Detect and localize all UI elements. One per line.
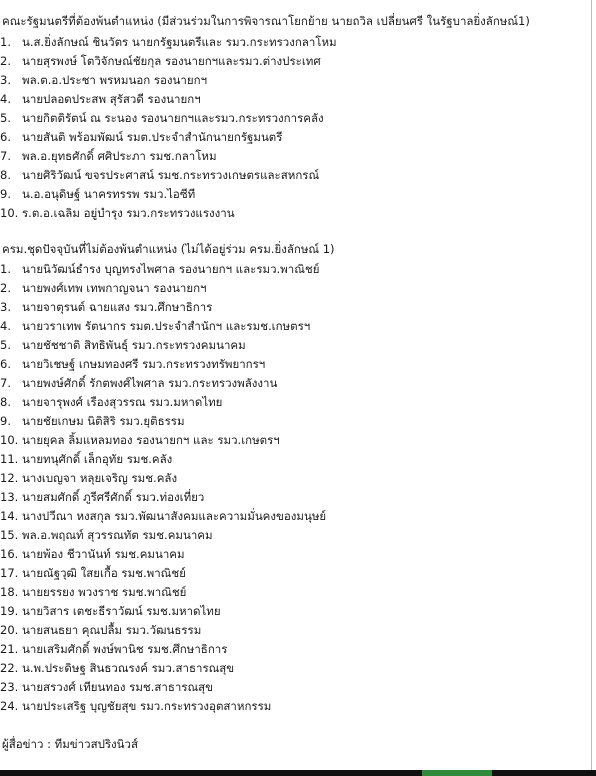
list-item — [0, 698, 271, 714]
section1-heading: คณะรัฐมนตรีที่ต้องพ้นตำแหน่ง (มีส่วนร่วมในการพิจารณาโยกย้าย นายถวิล เปลี่ยนศรี ในรัฐบาลยิ่งลักษณ์1) — [2, 14, 530, 28]
list-item-text: น.อ.อนุดิษฐ์ นาครทรรพ รมว.ไอซีที — [22, 187, 196, 201]
list-item-number: 7. — [0, 149, 11, 163]
list-item-text: นายพงศ์เทพ เทพกาญจนา รองนายกฯ — [22, 281, 207, 295]
list-item-text: นายยุคล ลิ้มแหลมทอง รองนายกฯ และ รมว.เกษตรฯ — [22, 433, 280, 447]
list-item-number: 5. — [0, 111, 11, 125]
list-item-number: 6. — [0, 130, 11, 144]
list-item-number: 17. — [0, 566, 19, 580]
list-item-number: 6. — [0, 357, 11, 371]
list-item-text: นายศิริวัฒน์ ขจรประศาสน์ รมช.กระทรวงเกษตรและสหกรณ์ — [22, 168, 320, 182]
list-item-text: นายวิสาร เตชะธีราวัฒน์ รมช.มหาดไทย — [22, 604, 221, 618]
list-item — [0, 72, 207, 88]
bottom-toolbar-accent — [422, 770, 492, 776]
list-item-number: 8. — [0, 395, 11, 409]
list-item-text: นายวิเชษฐ์ เกษมทองศรี รมว.กระทรวงทรัพยากรฯ — [22, 357, 266, 371]
list-item-text: พล.อ.พฤณท์ สุวรรณทัต รมช.คมนาคม — [22, 528, 213, 542]
reporter-credit: ผู้สื่อข่าว : ทีมข่าวสปริงนิวส์ — [2, 737, 139, 751]
list-item-text: นายวราเทพ รัตนากร รมต.ประจำสำนักฯ และรมช.เกษตรฯ — [22, 319, 311, 333]
list-item-number: 1. — [0, 35, 11, 49]
list-item-number: 22. — [0, 661, 19, 675]
list-item — [0, 110, 324, 126]
list-item — [0, 508, 326, 524]
list-item-number: 16. — [0, 547, 19, 561]
list-item-text: นายยรรยง พวงราช รมช.พาณิชย์ — [22, 585, 187, 599]
list-item-text: นายกิตติรัตน์ ณ ระนอง รองนายกฯและรมว.กระทรวงการคลัง — [22, 111, 324, 125]
list-item-text: น.พ.ประดิษฐ สินธวณรงค์ รมว.สาธารณสุข — [22, 661, 235, 675]
list-item-text: นายนิวัฒน์ธำรง บุญทรงไพศาล รองนายกฯ และรมว.พาณิชย์ — [22, 262, 320, 276]
list-item-number: 5. — [0, 338, 11, 352]
list-item — [0, 280, 207, 296]
list-item — [0, 337, 246, 353]
list-item — [0, 34, 337, 50]
list-item — [0, 641, 227, 657]
list-item — [0, 375, 277, 391]
list-item-text: นายเสริมศักดิ์ พงษ์พานิช รมช.ศึกษาธิการ — [22, 642, 228, 656]
list-item — [0, 299, 212, 315]
list-item-number: 21. — [0, 642, 19, 656]
list-item-number: 2. — [0, 281, 11, 295]
list-item-text: นายสมศักดิ์ ภูรีศรีศักดิ์ รมว.ท่องเที่ยว — [22, 490, 205, 504]
list-item-number: 10. — [0, 433, 19, 447]
list-item — [0, 527, 213, 543]
list-item — [0, 356, 265, 372]
list-item-number: 1. — [0, 262, 11, 276]
list-item — [0, 489, 204, 505]
list-item-number: 9. — [0, 187, 11, 201]
list-item-number: 2. — [0, 54, 11, 68]
list-item-text: พล.ต.อ.ประชา พรหมนอก รองนายกฯ — [22, 73, 208, 87]
list-item — [0, 186, 195, 202]
list-item-number: 3. — [0, 73, 11, 87]
list-item — [0, 432, 280, 448]
list-item-number: 11. — [0, 452, 19, 466]
list-item-text: นายจาตุรนต์ ฉายแสง รมว.ศึกษาธิการ — [22, 300, 213, 314]
list-item — [0, 261, 319, 277]
list-item — [0, 584, 186, 600]
list-item-number: 24. — [0, 699, 19, 713]
list-item — [0, 565, 186, 581]
list-item-text: นายชัยเกษม นิติสิริ รมว.ยุติธรรม — [22, 414, 185, 428]
list-item-text: นายสุรพงษ์ โตวิจักษณ์ชัยกุล รองนายกฯและรมว.ต่างประเทศ — [22, 54, 321, 68]
list-item-text: พล.อ.ยุทธศักดิ์ ศศิประภา รมช.กลาโหม — [22, 149, 217, 163]
list-item — [0, 318, 310, 334]
list-item-text: น.ส.ยิ่งลักษณ์ ชินวัตร นายกรัฐมนตรีและ รมว.กระทรวงกลาโหม — [22, 35, 337, 49]
bottom-toolbar-strip — [0, 770, 596, 776]
list-item — [0, 394, 222, 410]
list-item-number: 15. — [0, 528, 19, 542]
list-item — [0, 603, 221, 619]
list-item-number: 14. — [0, 509, 19, 523]
list-item-number: 4. — [0, 92, 11, 106]
list-item-text: นายณัฐวุฒิ ใสยเกื้อ รมช.พาณิชย์ — [22, 566, 186, 580]
list-item — [0, 53, 321, 69]
list-item — [0, 91, 201, 107]
list-item-text: นายจารุพงศ์ เรืองสุวรรณ รมว.มหาดไทย — [22, 395, 223, 409]
list-item-number: 13. — [0, 490, 19, 504]
list-item-number: 3. — [0, 300, 11, 314]
list-item-text: นายสรวงศ์ เทียนทอง รมช.สาธารณสุข — [22, 680, 214, 694]
list-item-text: นายชัชชาติ สิทธิพันธุ์ รมว.กระทรวงคมนาคม — [22, 338, 246, 352]
list-item-text: นายประเสริฐ บุญชัยสุข รมว.กระทรวงอุตสาหกรรม — [22, 699, 272, 713]
list-item — [0, 660, 234, 676]
list-item — [0, 470, 177, 486]
list-item — [0, 546, 185, 562]
list-item-text: นายพ้อง ชีวานันท์ รมช.คมนาคม — [22, 547, 185, 561]
list-item — [0, 148, 217, 164]
list-item — [0, 167, 319, 183]
list-item-text: นายสันติ พร้อมพัฒน์ รมต.ประจำสำนักนายกรัฐมนตรี — [22, 130, 283, 144]
list-item-number: 8. — [0, 168, 11, 182]
list-item — [0, 451, 172, 467]
list-item-number: 19. — [0, 604, 19, 618]
list-item-number: 18. — [0, 585, 19, 599]
list-item-number: 9. — [0, 414, 11, 428]
list-item-number: 20. — [0, 623, 19, 637]
list-item — [0, 622, 201, 638]
list-item-number: 7. — [0, 376, 11, 390]
list-item — [0, 413, 185, 429]
list-item-number: 10. — [0, 206, 19, 220]
list-item-text: นางปวีณา หงสกุล รมว.พัฒนาสังคมและความมั่นคงของมนุษย์ — [22, 509, 327, 523]
page-edge-rule — [591, 0, 592, 770]
list-item — [0, 129, 282, 145]
list-item-number: 4. — [0, 319, 11, 333]
list-item-text: นายปลอดประสพ สุรัสวดี รองนายกฯ — [22, 92, 201, 106]
list-item-number: 23. — [0, 680, 19, 694]
list-item — [0, 679, 213, 695]
list-item-text: นายทนุศักดิ์ เล็กอุทัย รมช.คลัง — [22, 452, 173, 466]
list-item — [0, 205, 235, 221]
list-item-text: ร.ต.อ.เฉลิม อยู่บำรุง รมว.กระทรวงแรงงาน — [22, 206, 235, 220]
section2-heading: ครม.ชุดปัจจุบันที่ไม่ต้องพ้นตำแหน่ง (ไม่ได้อยู่ร่วม ครม.ยิ่งลักษณ์ 1) — [2, 242, 335, 256]
list-item-number: 12. — [0, 471, 19, 485]
list-item-text: นายสนธยา คุณปลื้ม รมว.วัฒนธรรม — [22, 623, 202, 637]
list-item-text: นายพงษ์ศักดิ์ รักตพงศ์ไพศาล รมว.กระทรวงพลังงาน — [22, 376, 278, 390]
list-item-text: นางเบญจา หลุยเจริญ รมช.คลัง — [22, 471, 178, 485]
